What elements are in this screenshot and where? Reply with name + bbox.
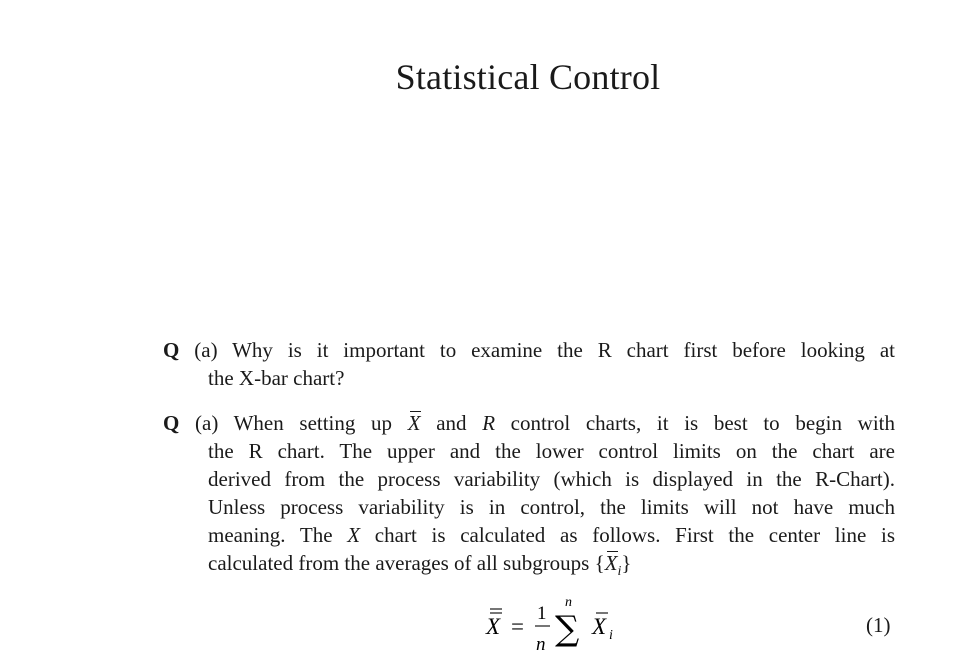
equation-rhs-var: X xyxy=(592,614,607,639)
answer-line-1 xyxy=(163,409,895,437)
answer-line-2: the R chart. The upper and the lower control limits on the chart are xyxy=(208,439,895,463)
question-1-line-2: the X-bar chart? xyxy=(208,366,345,390)
x-bar-i-symbol: X xyxy=(604,551,618,575)
question-1-text: (a) Why is it important to examine the R chart first before looking at xyxy=(179,338,895,362)
answer-text-6b: } xyxy=(621,551,632,575)
equation-1 xyxy=(484,594,684,664)
answer-text-5a: meaning. The xyxy=(208,523,348,547)
sum-upper-limit: n xyxy=(565,595,572,610)
fraction-numerator: 1 xyxy=(537,603,547,624)
answer-line-3: derived from the process variability (which is displayed in the R-Chart). xyxy=(208,467,895,491)
r-symbol: R xyxy=(482,411,496,435)
answer-text-1b: and xyxy=(420,411,483,435)
answer-line-4: Unless process variability is in control, the limits will not have much xyxy=(208,495,895,519)
subscript-i: i xyxy=(617,564,622,580)
question-1 xyxy=(163,336,895,392)
equation-lhs: X xyxy=(486,614,501,639)
answer-text-1c: control charts, it is best to begin with xyxy=(495,411,895,435)
equation-number: (1) xyxy=(866,613,891,637)
x-bar-symbol: X xyxy=(407,411,421,435)
answer-line-6 xyxy=(163,549,895,586)
equation-rhs-sub: i xyxy=(609,628,613,643)
answer-1 xyxy=(163,409,895,586)
answer-text-1a: (a) When setting up xyxy=(179,411,408,435)
question-label: Q xyxy=(163,338,180,362)
x-symbol: X xyxy=(347,523,361,547)
fraction-denominator: n xyxy=(536,634,546,655)
answer-text-6a: calculated from the averages of all subgroups { xyxy=(208,551,605,575)
equation-equals: = xyxy=(511,614,524,639)
sigma-symbol: ∑ xyxy=(555,609,580,649)
answer-text-5b: chart is calculated as follows. First the center line is xyxy=(360,523,895,547)
answer-line-5 xyxy=(163,521,895,549)
answer-label: Q xyxy=(163,411,180,435)
question-1-line-1 xyxy=(163,336,895,364)
document-title: Statistical Control xyxy=(395,57,661,97)
